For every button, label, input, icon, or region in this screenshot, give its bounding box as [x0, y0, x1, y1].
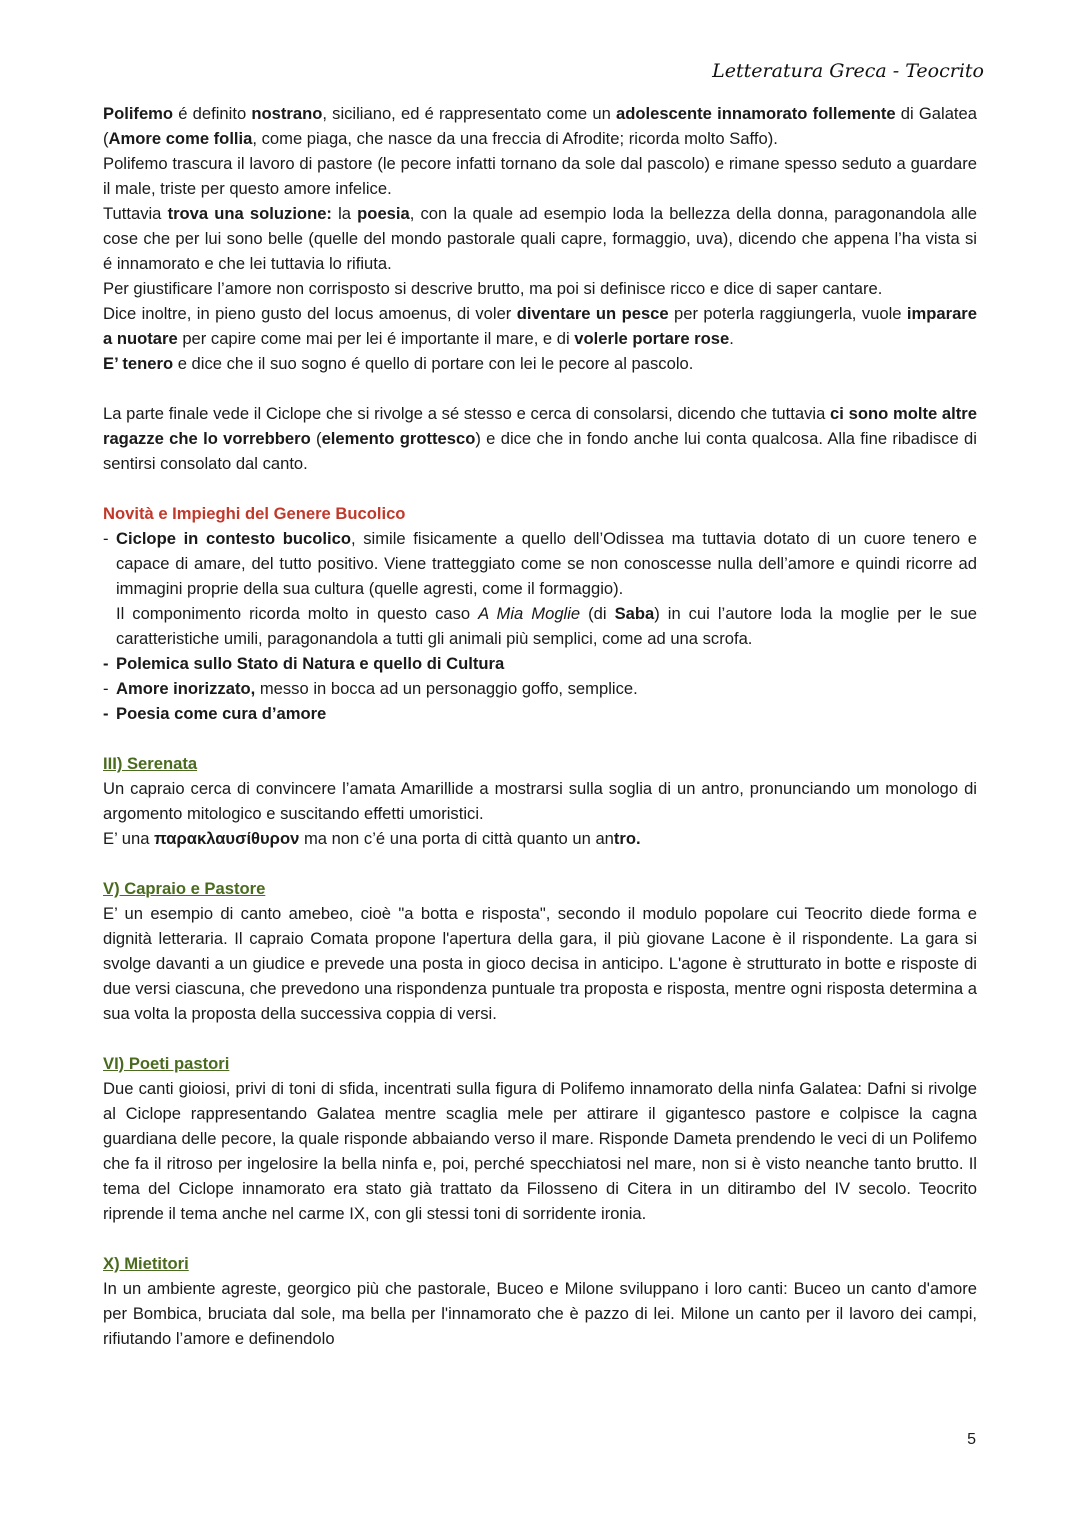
text-run: E’ tenero: [103, 354, 174, 373]
section-heading-serenata: III) Serenata: [103, 754, 198, 773]
text-run: παρακλαυσίθυρον: [154, 829, 300, 848]
text-run: nostrano: [251, 104, 323, 123]
list-item-text: [116, 601, 977, 651]
text-run: ci sono molte altre ragazze che lo vorrebbero: [103, 404, 977, 448]
text-run: volerle portare rose: [574, 329, 730, 348]
text-run: , siciliano, ed é rappresentato come un: [322, 104, 616, 123]
text-run: , con la quale ad esempio loda la bellezza della donna, paragonandola alle cose che per lui sono belle (quelle del mondo pastorale quali capre, formaggio, uva), dicendo che appena l’ha vista si é innamorato e che lei tuttavia lo rifiuta.: [103, 204, 978, 273]
text-run: Tuttavia: [103, 204, 168, 223]
text-run: elemento grottesco: [321, 429, 476, 448]
text-run: di Galatea (: [103, 104, 977, 148]
novita-list: [103, 526, 977, 726]
text-run: é definito: [173, 104, 252, 123]
text-run: Ciclope in contesto bucolico: [116, 529, 351, 548]
text-run: la: [331, 204, 358, 223]
list-item: [103, 676, 977, 701]
text-run: .: [729, 329, 734, 348]
text-run: diventare un pesce: [516, 304, 669, 323]
document-body: [103, 101, 977, 1351]
text-run: , come piaga, che nasce da una freccia di Afrodite; ricorda molto Saffo).: [252, 129, 778, 148]
paragraph: [103, 901, 977, 1026]
text-run: Due canti gioiosi, privi di toni di sfida, incentrati sulla figura di Polifemo innamorato della ninfa Galatea: Dafni si rivolge al Ciclope rappresentando Galatea mentre scaglia mele per attirare il gigantesco pastore e colpisce la cagna guardiana delle pecore, la quale risponde abbaiando verso il mare. Risponde Dameta prendendo le veci di un Polifemo che fa il ritroso per ingelosire la bella ninfa e, poi, perché specchiatosi nel mare, non si è visto neanche tanto brutto. Il tema del Ciclope innamorato era stato già trattato da Filosseno di Citera in un ditirambo del IV secolo. Teocrito riprende il tema anche nel carme IX, con gli stessi toni di sorridente ironia.: [103, 1079, 977, 1223]
text-run: Polifemo trascura il lavoro di pastore (le pecore infatti tornano da sole dal pascolo) e rimane spesso seduto a guardare il male, triste per questo amore infelice.: [103, 154, 977, 198]
section-heading-mietitori: X) Mietitori: [103, 1254, 189, 1273]
paragraph: [103, 1276, 977, 1351]
text-run: E’ un esempio di canto amebeo, cioè "a botta e risposta", secondo il modulo popolare cui Teocrito diede forma e dignità letteraria. Il capraio Comata propone l'apertura della gara, il più giovane Lacone è il rispondente. La gara si svolge davanti a un giudice e prevede una posta in gioco decisa in anticipo. L'agone è strutturato in botte e risposte di due versi ciascuna, che prevedono una rispondenza puntuale tra proposta e risposta, mentre ogni risposta determina a sua volta la proposta della successiva coppia di versi.: [103, 904, 977, 1023]
paragraph: [103, 351, 977, 376]
text-run: per poterla raggiungerla, vuole: [668, 304, 907, 323]
list-item: [103, 651, 977, 676]
text-run: Amore come follia: [108, 129, 253, 148]
text-run: poesia: [357, 204, 410, 223]
text-run: Un capraio cerca di convincere l’amata Amarillide a mostrarsi sulla soglia di un antro, pronunciando um monologo di argomento mitologico e suscitando effetti umoristici.: [103, 779, 977, 823]
paragraph: [103, 201, 977, 276]
paragraph: [103, 401, 977, 476]
text-run: (: [310, 429, 322, 448]
paragraph: [103, 1076, 977, 1226]
paragraph: [103, 151, 977, 201]
text-run: (di: [580, 604, 615, 623]
text-run: messo in bocca ad un personaggio goffo, semplice.: [255, 679, 638, 698]
text-run: trova una soluzione:: [167, 204, 332, 223]
text-run: Saba: [614, 604, 655, 623]
text-run: ma non c’é una porta di città quanto un an: [299, 829, 614, 848]
text-run: Poesia come cura d’amore: [116, 704, 327, 723]
text-run: e dice che il suo sogno é quello di portare con lei le pecore al pascolo.: [173, 354, 694, 373]
page-header: Letteratura Greca - Teocrito: [712, 60, 984, 82]
text-run: In un ambiente agreste, georgico più che pastorale, Buceo e Milone sviluppano i loro canti: Buceo un canto d'amore per Bombica, bruciata dal sole, ma bella per l'innamorato che è pazzo di lei. Milone un canto per il lavoro dei campi, rifiutando l’amore e definendolo: [103, 1279, 977, 1348]
text-run: Amore inorizzato,: [116, 679, 256, 698]
paragraph: [103, 276, 977, 301]
text-run: tro.: [613, 829, 641, 848]
section-heading-novita: Novità e Impieghi del Genere Bucolico: [103, 504, 406, 523]
page-number: 5: [967, 1431, 976, 1448]
text-run: per capire come mai per lei é importante il mare, e di: [177, 329, 575, 348]
list-item: [103, 701, 977, 726]
text-run: , simile fisicamente a quello dell’Odissea ma tuttavia dotato di un cuore tenero e capace di amare, del tutto positivo. Viene tratteggiato come se non conoscesse nulla dell’amore e quindi ricorre ad immagini proprie della sua cultura (quelle agresti, come il formaggio).: [116, 529, 977, 598]
text-run: Dice inoltre, in pieno gusto del locus amoenus, di voler: [103, 304, 517, 323]
text-run: Polifemo: [103, 104, 174, 123]
text-run: Per giustificare l’amore non corrisposto si descrive brutto, ma poi si definisce ricco e dice di saper cantare.: [103, 279, 883, 298]
text-run: ) e dice che in fondo anche lui conta qualcosa. Alla fine ribadisce di sentirsi consolato dal canto.: [103, 429, 977, 473]
text-run: adolescente innamorato follemente: [615, 104, 896, 123]
text-run: Polemica sullo Stato di Natura e quello di Cultura: [116, 654, 505, 673]
text-run: ) in cui l’autore loda la moglie per le sue caratteristiche umili, paragonandola a tutti gli animali più semplici, come ad una scrofa.: [116, 604, 977, 648]
text-run: imparare a nuotare: [103, 304, 977, 348]
list-item: [103, 526, 977, 651]
paragraph: [103, 776, 977, 826]
text-run: A Mia Moglie: [478, 604, 581, 623]
list-item-text: [116, 526, 977, 601]
section-heading-poeti: VI) Poeti pastori: [103, 1054, 230, 1073]
section-heading-capraio: V) Capraio e Pastore: [103, 879, 266, 898]
text-run: La parte finale vede il Ciclope che si rivolge a sé stesso e cerca di consolarsi, dicendo che tuttavia: [103, 404, 831, 423]
paragraph: [103, 301, 977, 351]
text-run: Il componimento ricorda molto in questo caso: [116, 604, 479, 623]
paragraph: [103, 101, 977, 151]
paragraph: [103, 826, 977, 851]
text-run: E’ una: [103, 829, 155, 848]
